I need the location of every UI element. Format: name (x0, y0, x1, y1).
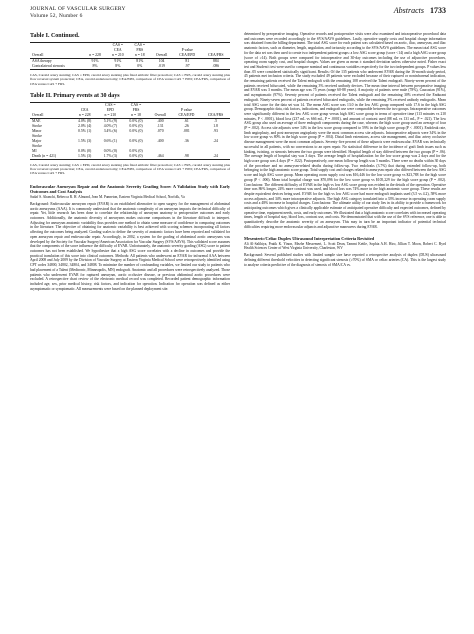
table2-head-cell: FRS (132, 107, 140, 112)
table1-footnote: CAS, Carotid artery stenting; CAS = EPD, carotid artery stenting plus fixed embolic filter protection; CAS = FRS, carotid artery stenting plus flow reversal system protection; CEA, carotid endarterectomy; CEA/EPD, comparison of CEA versus CAS + EPD; CEA/FRS, comparison of CEA versus CAS + FRS. (30, 72, 230, 86)
table-cell: 1.8 (213, 123, 218, 128)
table-cell: .464 (149, 154, 172, 160)
table-cell: .5 (214, 118, 217, 123)
table-cell: .98 (172, 154, 201, 160)
abstract-title: Endovascular Aneurysm Repair and the Anatomic Severity Grading Score: A Validation Study with Early Outcomes and Cost Analysis (30, 183, 230, 195)
table-cell: 0% (129, 64, 150, 70)
table-cell: 2.0% (4) (78, 123, 92, 128)
table-cell: 0.0% (0) (123, 154, 149, 160)
table-cell: 91% (114, 58, 122, 63)
page-header-right (394, 6, 446, 15)
table1-caption: Table I. Continued. (30, 33, 80, 39)
table-cell: ASA therapy (32, 58, 52, 63)
table-cell: .400 (156, 118, 164, 123)
journal-volume: Volume 52, Number 6 (30, 12, 83, 19)
table-cell: Major (32, 138, 42, 143)
table-cell: 5.1% (9) (103, 118, 117, 123)
table1-head-cell: P value (181, 47, 193, 52)
table-cell: .131 (156, 123, 164, 128)
table-cell: 8% (106, 64, 129, 70)
table1-head-cell: FRS (136, 47, 144, 52)
table-cell: .61 (184, 118, 189, 123)
abstract2-authors: Ali Al-Salihiya, Pratik K. Yinon, Mezhe Messemeri, L. Scott Dean, Tammi Kettle, Sophia A.H. Hiro, Jillian T. Moon, Robert C. Byrd Health Sciences Center of West Virginia University, Charleston, WV (244, 241, 446, 251)
table1-head-cell: n = 228 (84, 53, 107, 59)
table1 (30, 42, 230, 70)
table-row (30, 154, 230, 160)
journal-header (30, 6, 126, 19)
abstract-body: Background: Endovascular aneurysm repair (EVAR) is an established alternative to open surgery for the management of abdominal aortic aneurysms (AAA). It is commonly understood that the anatomic complexity of an aneurysm impacts the technical difficulty of repair. Yet, little research has been done to correlate the relationship of aneurysm anatomy to perioperative outcomes and early outcomes. Additionally, the anatomic diversity of aneurysms makes outcome comparisons in the literature difficult to interpret. Adjusting for aneurysm anatomic variability thus provides one method to obtain some measure of confidence in comparing outcomes in the literature. The objective of obtaining for anatomic variability is best achieved with scoring schemes incorporating all factors affecting the outcomes being analyzed. Grading scales to define the severity of anatomic factors have been reported and validated for open aneurysm repair and endovascular repair. Accordingly, in 2002, a system for the grading of abdominal aortic aneurysms was developed by the Society for Vascular Surgery/American Association for Vascular Surgery (SVS/AAVS). This validated score assumes that the components of the score influence the difficulty of EVAR. Unfortunately, the anatomic severity grading (ASG) score to patient outcomes has not been established. We hypothesize that a high ASG score correlates with a decline in outcomes and provide the practical translation of this score into clinical outcomes. Methods: All patients who underwent an EVAR for infrarenal AAA between April 2008 and July 2009 by the Division of Vascular Surgery at Eastern Virginia Medical School were retrospectively identified using CPT codes 34800, 34802, 34804, and 34808. To minimize the number of confounding variables, we limited our study to patients who had placement of a Talent (Medtronic, Minneapolis, MN) endograft. Anatomic and all procedures were retrospectively analyzed. Those patients who underwent EVAR for ruptured aneurysm, aortic occlusive disease, or previous abdominal aortic procedures were excluded. A retrospective chart review of the electronic medical record was completed. Recorded patient demographic information included age, sex, prior medical history, risk factors, and indication for operation. Indication for operation was defined as either asymptomatic or symptomatic. All measurements were based on the planned deployment site. (30, 201, 230, 291)
table2-head-cell: CEA/FRS (201, 113, 230, 119)
table-cell: .400 (156, 138, 164, 143)
table-cell: 884 (212, 58, 219, 63)
table-cell: 0.0% (0) (129, 148, 143, 153)
table-cell: MI (32, 148, 37, 153)
table1-head-cell: n = 210 (106, 53, 129, 59)
table2-head-cell: CAS = (98, 102, 124, 108)
table1-head-cell: CAS = (106, 42, 129, 48)
journal-name: JOURNAL OF VASCULAR SURGERY (30, 6, 126, 12)
left-column (30, 32, 230, 292)
table2-head-cell: n = 228 (72, 113, 98, 119)
table-cell: .24 (213, 138, 218, 143)
table2-head-cell: P value (180, 107, 192, 112)
table-cell: Death (n = 421) (30, 154, 72, 160)
table2-head-cell: n = 18 (123, 113, 149, 119)
table1-head-cell: CEA/FRS (202, 53, 230, 59)
table-cell: .97 (173, 64, 202, 70)
table-cell: 0.5% (1) (78, 128, 92, 133)
table2-footnote: CAS, Carotid artery stenting; CAS = EPD, carotid artery stenting plus fixed embolic filter protection; CAS = FRS, carotid artery stenting plus flow reversal system protection; CEA, carotid endarterectomy; CEA/EPD, comparison of CEA versus CAS + EPD; CEA/FRS, comparison of CEA versus CAS + FRS. (30, 162, 230, 176)
table1-head-cell: CEA/EPD (173, 53, 202, 59)
table-cell: 0.0% (0) (103, 148, 117, 153)
table-cell: Stroke (32, 143, 42, 148)
table1-head-cell: CAS = (129, 42, 150, 48)
table1-head-cell: Overall (150, 53, 172, 59)
table-cell: 0.6% (1) (103, 138, 117, 143)
abstract2-title: Mesenteric/Celiac Duplex Ultrasound Interpretation Criteria Revisited (244, 235, 375, 241)
table-cell: .26 (184, 123, 189, 128)
table2-head-cell: n = 210 (98, 113, 124, 119)
table-cell: 0.0% (0) (129, 128, 143, 133)
table-cell: 1.5% (3) (72, 154, 98, 160)
table-cell: .081 (183, 128, 190, 133)
table-cell: 104 (158, 58, 165, 63)
table-cell: Minor (32, 128, 42, 133)
page-number: 1733 (430, 6, 446, 15)
table-cell: .24 (201, 154, 230, 160)
table-cell: .36 (184, 138, 189, 143)
table-cell: 4.0% (7) (103, 123, 117, 128)
abstract2-body: Background: Several published studies with limited sample size have reported a retrospective analysis of duplex (DUS) ultrasound defining different threshold velocities in detecting significant stenosis (≥70%) of SMA or celiac arteries (CA). This is the largest study to analyze criteria predictive of the diagnosis of stenosis of SMA/CA vs. (244, 253, 446, 267)
abstract-authors: Sadaf S. Ahanchi, Rebecca R. H. Almond, Jean M. Panneton, Eastern Virginia Medical School, Norfolk, Va (30, 195, 185, 200)
table2-head-cell: CAS = (123, 102, 149, 108)
table-cell: 8% (84, 64, 107, 70)
table-cell: 0.0% (0) (129, 123, 143, 128)
table-cell: Stroke (32, 123, 42, 128)
table-cell: 0.0% (0) (129, 118, 143, 123)
table-cell: .93 (213, 128, 218, 133)
table-cell: 81 (185, 58, 190, 63)
table-cell: 91% (91, 58, 99, 63)
table1-head-cell: Overall (30, 53, 84, 59)
table-cell: .086 (202, 64, 230, 70)
table-cell: 4.0% (8) (78, 118, 92, 123)
table-cell: MAE (32, 118, 41, 123)
table-cell: 1.5% (3) (78, 138, 92, 143)
table-cell: 0.0% (0) (129, 138, 143, 143)
section-name: Abstracts (393, 6, 424, 15)
table2-head-cell: Overall (149, 113, 172, 119)
table-cell: .070 (156, 128, 164, 133)
table1-head-cell: CEA (114, 47, 122, 52)
table1-head-cell: n = 18 (129, 53, 150, 59)
table-row (30, 64, 230, 70)
table-cell: 81% (136, 58, 144, 63)
table-cell: Contralateral stenosis (30, 64, 84, 70)
table-cell: 1.7% (3) (98, 154, 124, 160)
table-cell: 3.4% (6) (103, 128, 117, 133)
table2-head-cell: EPD (106, 107, 114, 112)
table2 (30, 102, 230, 160)
right-column (244, 32, 446, 268)
table-cell: 0.0% (0) (78, 148, 92, 153)
table-cell: .019 (150, 64, 172, 70)
table-cell: Stroke (32, 133, 42, 138)
table2-head-cell: CEA (80, 107, 89, 112)
table2-head-cell: Overall (30, 113, 72, 119)
table2-head-cell: CEA/EPD (172, 113, 201, 119)
table2-caption: Table II. Primary events at 30 days (30, 92, 120, 99)
abstract-continued-body: determined by preoperative imaging. Operative records and postoperative visits were also examined and intraoperative procedural data and outcomes were recorded accordingly to the SVS/AAVS guidelines. Lastly, operative supply costs and hospital charge information was obtained from the billing department. The total ASG score for each patient was calculated based on aortic, iliac, aneurysm, and iliac anatomic factors, such as diameter, length, angulation, and tortuosity according to the SVS/AAVS guidelines. The mean total ASG score for the data set was then used to create two independent patient groups: a low ASG score group (score <14) and a high ASG score group (score of ≥14). Both groups were compared for intraoperative and 30-day outcomes including the use of adjunctive procedures, operating room supply cost, and hospital charges. Values are given as mean ± standard deviation unless otherwise noted. Fisher exact test and Student t test were used to compare nominal and continuous variables respectively for the two independent groups. P values less than .05 were considered statistically significant. Results: Of the 135 patients who underwent EVAR during the 16-month study period, 45 patients met inclusion criteria. The study excluded 49 patients were excluded because of their ruptured or noninfrarenal indication, the remaining patients received the Talent endograft with the remaining 108 received the Talent endograft. Ninety-seven percent of the patients received bifurcated, while the remaining 3% received unibody devices. The mean time interval between preoperative imaging and EVAR was 3 months. The mean age was 75 years (range 60-88 years). A majority of patients were male (78%), Caucasian (91%), and asymptomatic (97%). Seventy percent of patients received the Talent endograft and the remaining 30% received the Endurant endograft. Ninety-seven percent of patients received bifurcated endografts, while the remaining 3% received unibody endografts. Mean total ASG score for the data set was 14. The mean ASG score was 13.0 in the low ASG group compared with 17.6 in the high ASG group. Demographic data, risk factors, indications, and endograft use were comparable between the two groups. Intraoperative outcomes were significantly different in the low ASG score group versus high ASG score group in terms of operative time (113 minutes vs 210 minutes, P < .0001), blood loss (237 mL vs 666 mL, P = .0001), and amount of contrast used (88 mL vs 131 mL, P = .021). The low ASG group also used an average of three endograft components during the case, whereas the high score group used an average of four (P = .002). Access site adjuncts were 14% in the low score group compared to 59% in the high score group (P < .0001). Endoleak rate, limb angioplasty, and post-aneurysm angioplasty were the most common access site adjuncts. Intraoperative adjuncts were 34% in the low score group vs 80% in the high score group (P = .004). Distal limb extensions, access site management, and iliac artery occlusive disease management were the most common adjuncts. Seventy-five percent of these adjuncts were endovascular. EVAR was technically successful in all patients, with no conversions to an open repair. No statistical difference in the incidence of graft limb issues such as kinking, twisting, or stenosis between the two groups were identified. Hospital length of stay differed between the two groups (P = .06). The average length of hospital stay was 3 days. The average length of hospitalization for the low score group was 2 days and for the high score group was 4 days (P = .022). Postoperatively, one mean follow-up length was 5 months. There were no deaths within 30 days of the procedure and no aneurysm-related deaths during follow-up. Two endoleaks (3.7%) that during extended follow-up, both belonging to the high anatomic score group. Total supply cost and charges related to aneurysm repair also differed between the low ASG score and high ASG score group. Mean operating room supply cost was $16,446 for the low score group vs $23,788 for the high score group (P < .006). Mean total hospital charge was $70,096 for the low score group vs $105,229 for the high score group (P = .002). Conclusions: The different difficulty of EVAR in the high vs low ASG score group was evident in the details of the operation. Operative time was 86% longer, 24% more contrast was used, and blood loss was 74% more in the high anatomic score group. These results are despite equivalent devices being used. EVAR for the high vs low ASG score had more endograft implants used (3.5 vs 4.2), 58% more access adjuncts, and 34% more intraoperative adjuncts. The high ASG category translated into a 33% increase in operating room supply costs and a 48% increase in hospital charges. Conclusions: The ultimate utility of our study lies in its ability to provide a framework for anticipating outcomes which gives a clinically applicable estimate of anticipated operative difficulty and expected outcomes, defined by operative time, equipment needs, costs, and early outcomes. We illustrated that a high anatomic score correlates with increased operating times, length of hospital stay, blood loss, contrast use, and costs. We demonstrated that with the use of the SVS reference, one is able to quantitatively describe the anatomic severity of an aneurysm. This may in turn be an important indicator of potential technical difficulties requiring more endovascular adjuncts and adjunctive maneuvers during EVAR. (244, 32, 446, 229)
